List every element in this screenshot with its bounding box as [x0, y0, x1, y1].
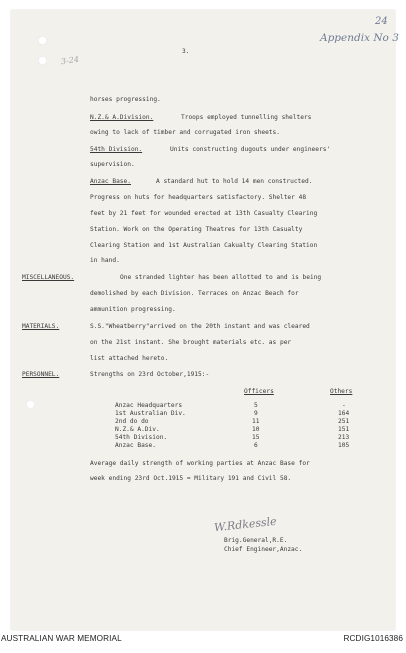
body-line: Average daily strength of working parties at Anzac Base for [90, 460, 310, 467]
table-header-others: Others [330, 388, 353, 395]
body-line: Station. Work on the Operating Theatres for 13th Casualty [90, 226, 303, 233]
signature-office: Chief Engineer,Anzac. [224, 546, 303, 553]
body-line: supervision. [90, 161, 135, 168]
pencil-annotation: 3-24 [60, 54, 80, 67]
body-line: Troops employed tunnelling shelters [181, 114, 312, 121]
body-line: list attached hereto. [90, 355, 169, 362]
table-officers: 5 [254, 402, 258, 409]
section-label-miscellaneous: MISCELLANEOUS. [22, 274, 75, 281]
table-others: 151 [338, 426, 350, 433]
table-others: 105 [338, 442, 350, 449]
table-header-officers: Officers [244, 388, 274, 395]
section-heading-nz-a-division: N.Z.& A.Division. [90, 114, 154, 121]
punch-hole-top [38, 36, 47, 45]
body-line: feet by 21 feet for wounded erected at 13th Casualty Clearing [90, 210, 318, 217]
section-heading-anzac-base: Anzac Base. [90, 178, 131, 185]
body-line: Strengths on 23rd October,1915:- [90, 371, 210, 378]
table-unit: Anzac Base. [115, 442, 156, 449]
body-line: Clearing Station and 1st Australian Cakualty Clearing Station [90, 242, 318, 249]
table-others: - [342, 402, 346, 409]
body-line: horses progressing. [90, 96, 161, 103]
table-unit: 1st Australian Div. [115, 410, 186, 417]
table-unit: 2nd do do [115, 418, 149, 425]
table-officers: 11 [252, 418, 260, 425]
table-unit: N.Z.& A.Div. [115, 426, 160, 433]
section-heading-54th-division: 54th Division. [90, 146, 143, 153]
table-others: 164 [338, 410, 350, 417]
body-line: in hand. [90, 257, 120, 264]
body-line: owing to lack of timber and corrugated iron sheets. [90, 129, 280, 136]
body-line: Units constructing dugouts under engineers' [170, 146, 331, 153]
section-label-personnel: PERSONNEL. [22, 371, 60, 378]
document-page [11, 10, 395, 630]
body-line: week ending 23rd Oct.1915 = Military 191 and Civil 58. [90, 475, 292, 482]
body-line: One stranded lighter has been allotted to and is being [120, 274, 322, 281]
page-number: 3. [182, 48, 190, 55]
section-label-materials: MATERIALS. [22, 323, 60, 330]
punch-hole-middle [38, 56, 47, 65]
body-line: on the 21st instant. She brought materials etc. as per [90, 339, 292, 346]
footer-record-id: RCDIG1016386 [343, 634, 403, 643]
punch-hole-bottom [26, 400, 35, 409]
signature-title: Brig.General,R.E. [224, 537, 288, 544]
body-line: ammunition progressing. [90, 306, 176, 313]
table-unit: 54th Division. [115, 434, 168, 441]
table-unit: Anzac Headquarters [115, 402, 183, 409]
table-officers: 6 [254, 442, 258, 449]
body-line: Progress on huts for headquarters satisfactory. Shelter 48 [90, 194, 307, 201]
body-line: S.S."Wheatberry"arrived on the 20th instant and was cleared [90, 323, 310, 330]
table-others: 213 [338, 434, 350, 441]
body-line: demolished by each Division. Terraces on Anzac Beach for [90, 290, 299, 297]
table-officers: 15 [252, 434, 260, 441]
table-officers: 9 [254, 410, 258, 417]
table-others: 251 [338, 418, 350, 425]
appendix-annotation: Appendix No 3 [320, 32, 399, 44]
table-officers: 10 [252, 426, 260, 433]
body-line: A standard hut to hold 14 men constructed. [156, 178, 313, 185]
folio-number: 24 [375, 16, 388, 27]
footer-institution: AUSTRALIAN WAR MEMORIAL [1, 634, 122, 643]
signature-scrawl: W.Rdkessle [213, 514, 278, 535]
